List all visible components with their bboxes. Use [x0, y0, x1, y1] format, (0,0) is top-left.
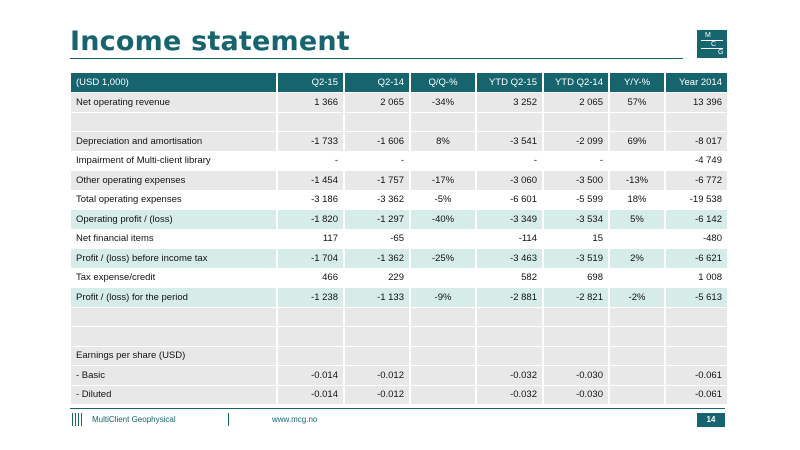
table-cell: 1 008 — [665, 268, 728, 288]
table-cell — [410, 112, 476, 132]
table-cell — [665, 112, 728, 132]
table-cell: -1 362 — [344, 249, 410, 269]
table-cell: 13 396 — [665, 93, 728, 113]
table-cell: -8 017 — [665, 132, 728, 152]
table-cell: -9% — [410, 288, 476, 308]
page-title: Income statement — [70, 26, 350, 57]
table-cell: -114 — [476, 229, 543, 249]
table-cell: -40% — [410, 210, 476, 230]
table-cell: - — [476, 151, 543, 171]
table-cell: -3 463 — [476, 249, 543, 269]
table-cell: -3 500 — [543, 171, 609, 191]
table-cell — [609, 366, 665, 386]
table-cell — [543, 327, 609, 347]
table-row — [71, 366, 728, 386]
table-cell — [344, 112, 410, 132]
table-row — [71, 151, 728, 171]
row-label — [71, 327, 277, 347]
table-cell — [609, 151, 665, 171]
row-label: Impairment of Multi-client library — [71, 151, 277, 171]
header-q2-14: Q2-14 — [344, 73, 410, 93]
table-cell — [543, 112, 609, 132]
table-cell — [344, 307, 410, 327]
table-cell: 57% — [609, 93, 665, 113]
row-label: Net operating revenue — [71, 93, 277, 113]
header-yy-pct: Y/Y-% — [609, 73, 665, 93]
row-label: Net financial items — [71, 229, 277, 249]
table-cell: 229 — [344, 268, 410, 288]
header-qq-pct: Q/Q-% — [410, 73, 476, 93]
table-cell: -4 749 — [665, 151, 728, 171]
table-cell: - — [543, 151, 609, 171]
table-cell: - — [277, 151, 344, 171]
table-cell: 15 — [543, 229, 609, 249]
header-ytd-q2-15: YTD Q2-15 — [476, 73, 543, 93]
table-row — [71, 268, 728, 288]
table-cell: -0.061 — [665, 385, 728, 405]
footer-company-name: MultiClient Geophysical — [92, 415, 176, 424]
footer-website-link[interactable]: www.mcg.no — [272, 415, 318, 424]
footer-divider — [70, 408, 725, 409]
table-cell — [410, 346, 476, 366]
row-label — [71, 112, 277, 132]
table-cell: -25% — [410, 249, 476, 269]
table-cell: -1 606 — [344, 132, 410, 152]
table-cell: -0.014 — [277, 385, 344, 405]
table-cell: -34% — [410, 93, 476, 113]
table-cell: 18% — [609, 190, 665, 210]
logo-letter-m: M — [705, 32, 711, 39]
table-cell — [609, 268, 665, 288]
table-cell: -3 060 — [476, 171, 543, 191]
table-row — [71, 210, 728, 230]
table-cell — [609, 307, 665, 327]
table-cell: -1 733 — [277, 132, 344, 152]
table-cell: -3 186 — [277, 190, 344, 210]
header-q2-15: Q2-15 — [277, 73, 344, 93]
table-cell — [410, 151, 476, 171]
table-cell: -19 538 — [665, 190, 728, 210]
table-cell: -1 297 — [344, 210, 410, 230]
table-cell: -65 — [344, 229, 410, 249]
table-row — [71, 385, 728, 405]
table-cell: -5 613 — [665, 288, 728, 308]
table-cell: -13% — [609, 171, 665, 191]
table-cell: -2 821 — [543, 288, 609, 308]
table-cell — [665, 346, 728, 366]
table-cell — [277, 327, 344, 347]
table-cell — [609, 385, 665, 405]
title-divider — [70, 58, 683, 59]
table-row — [71, 190, 728, 210]
page-number: 14 — [697, 413, 725, 427]
table-cell: -1 757 — [344, 171, 410, 191]
income-statement-table — [71, 73, 729, 405]
table-cell: 8% — [410, 132, 476, 152]
table-cell: -5 599 — [543, 190, 609, 210]
table-cell — [609, 327, 665, 347]
header-ytd-q2-14: YTD Q2-14 — [543, 73, 609, 93]
table-cell: 582 — [476, 268, 543, 288]
table-cell: -0.012 — [344, 385, 410, 405]
table-cell: 466 — [277, 268, 344, 288]
table-cell: -17% — [410, 171, 476, 191]
table-cell — [277, 112, 344, 132]
row-label: Earnings per share (USD) — [71, 346, 277, 366]
table-cell: -0.032 — [476, 385, 543, 405]
table-row — [71, 171, 728, 191]
table-row — [71, 93, 728, 113]
table-cell — [609, 229, 665, 249]
row-label: Total operating expenses — [71, 190, 277, 210]
table-cell — [609, 346, 665, 366]
company-logo — [697, 30, 727, 58]
table-cell: -3 534 — [543, 210, 609, 230]
row-label: - Diluted — [71, 385, 277, 405]
table-cell: -1 820 — [277, 210, 344, 230]
table-cell — [476, 327, 543, 347]
footer-separator — [228, 413, 229, 426]
row-label: Tax expense/credit — [71, 268, 277, 288]
table-cell — [543, 307, 609, 327]
table-cell — [609, 112, 665, 132]
row-label: Profit / (loss) before income tax — [71, 249, 277, 269]
table-cell: 3 252 — [476, 93, 543, 113]
table-cell — [476, 307, 543, 327]
table-cell — [277, 346, 344, 366]
table-row — [71, 288, 728, 308]
table-cell — [410, 366, 476, 386]
header-year-2014: Year 2014 — [665, 73, 728, 93]
table-cell — [665, 307, 728, 327]
table-cell: -6 772 — [665, 171, 728, 191]
row-label: Depreciation and amortisation — [71, 132, 277, 152]
table-cell: -3 349 — [476, 210, 543, 230]
table-cell: -480 — [665, 229, 728, 249]
table-cell: -1 454 — [277, 171, 344, 191]
table-cell — [344, 327, 410, 347]
table-cell — [410, 268, 476, 288]
table-cell: -0.030 — [543, 385, 609, 405]
table-cell: 2 065 — [344, 93, 410, 113]
table-cell: -1 238 — [277, 288, 344, 308]
table-cell: -3 362 — [344, 190, 410, 210]
table-cell: -6 142 — [665, 210, 728, 230]
table-cell: 1 366 — [277, 93, 344, 113]
table-cell: 698 — [543, 268, 609, 288]
table-cell: -0.032 — [476, 366, 543, 386]
table-row — [71, 346, 728, 366]
table-cell: 5% — [609, 210, 665, 230]
table-cell — [665, 327, 728, 347]
logo-letter-g: G — [718, 49, 724, 56]
table-cell — [543, 346, 609, 366]
table-cell: -1 704 — [277, 249, 344, 269]
table-cell: -6 601 — [476, 190, 543, 210]
table-cell: -6 621 — [665, 249, 728, 269]
table-cell: -5% — [410, 190, 476, 210]
table-cell: - — [344, 151, 410, 171]
footer-bars-icon — [72, 413, 84, 426]
table-row — [71, 112, 728, 132]
row-label: Other operating expenses — [71, 171, 277, 191]
table-cell: -0.030 — [543, 366, 609, 386]
table-row — [71, 307, 728, 327]
table-cell: 2 065 — [543, 93, 609, 113]
table-cell — [476, 346, 543, 366]
row-label: Operating profit / (loss) — [71, 210, 277, 230]
header-unit: (USD 1,000) — [71, 73, 277, 93]
table-cell — [410, 229, 476, 249]
table-cell: -0.061 — [665, 366, 728, 386]
table-cell: 69% — [609, 132, 665, 152]
table-cell — [410, 327, 476, 347]
table-cell: -3 519 — [543, 249, 609, 269]
table-cell: 117 — [277, 229, 344, 249]
table-cell: -1 133 — [344, 288, 410, 308]
table-row — [71, 327, 728, 347]
table-cell: -2 881 — [476, 288, 543, 308]
table-row — [71, 229, 728, 249]
table-row — [71, 249, 728, 269]
row-label — [71, 307, 277, 327]
table-cell — [476, 112, 543, 132]
table-cell: -0.012 — [344, 366, 410, 386]
table-cell: 2% — [609, 249, 665, 269]
table-cell: -2% — [609, 288, 665, 308]
logo-letter-c: C — [711, 41, 717, 48]
row-label: - Basic — [71, 366, 277, 386]
table-cell: -0.014 — [277, 366, 344, 386]
table-cell: -2 099 — [543, 132, 609, 152]
table-cell — [410, 307, 476, 327]
row-label: Profit / (loss) for the period — [71, 288, 277, 308]
table-cell — [344, 346, 410, 366]
table-cell — [277, 307, 344, 327]
table-cell — [410, 385, 476, 405]
table-header-row — [71, 73, 728, 93]
table-row — [71, 132, 728, 152]
table-cell: -3 541 — [476, 132, 543, 152]
